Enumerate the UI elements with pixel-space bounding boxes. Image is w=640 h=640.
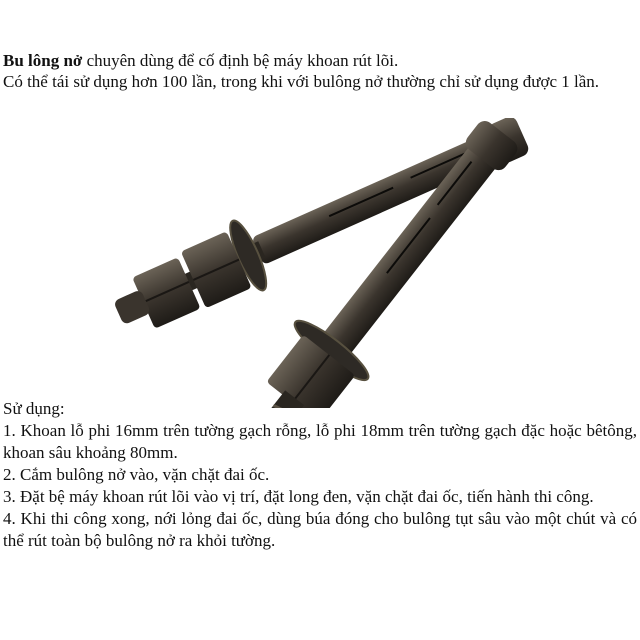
intro-line-2: Có thể tái sử dụng hơn 100 lần, trong khi với bulông nở thường chỉ sử dụng được 1 lần. [3,72,600,91]
product-photo-expansion-bolts [70,118,590,408]
usage-step-4: 4. Khi thi công xong, nới lỏng đai ốc, dùng búa đóng cho bulông tụt sâu vào một chút và có thể rút toàn bộ bulông nở ra khỏi tường. [3,509,637,550]
intro-line-1 [3,50,637,71]
usage-heading: Sử dụng: [3,399,65,418]
usage-section [3,398,637,552]
usage-step-3: 3. Đặt bệ máy khoan rút lõi vào vị trí, đặt long đen, vặn chặt đai ốc, tiến hành thi công. [3,487,594,506]
product-name: Bu lông nở [3,51,83,70]
usage-step-1: 1. Khoan lỗ phi 16mm trên tường gạch rỗng, lỗ phi 18mm trên tường gạch đặc hoặc bêtông, khoan sâu khoảng 80mm. [3,421,637,462]
intro-line-1-rest: chuyên dùng để cố định bệ máy khoan rút lõi. [82,51,399,70]
intro-text [3,50,637,92]
bolts-illustration [70,118,590,408]
usage-step-2: 2. Cắm bulông nở vào, vặn chặt đai ốc. [3,465,270,484]
